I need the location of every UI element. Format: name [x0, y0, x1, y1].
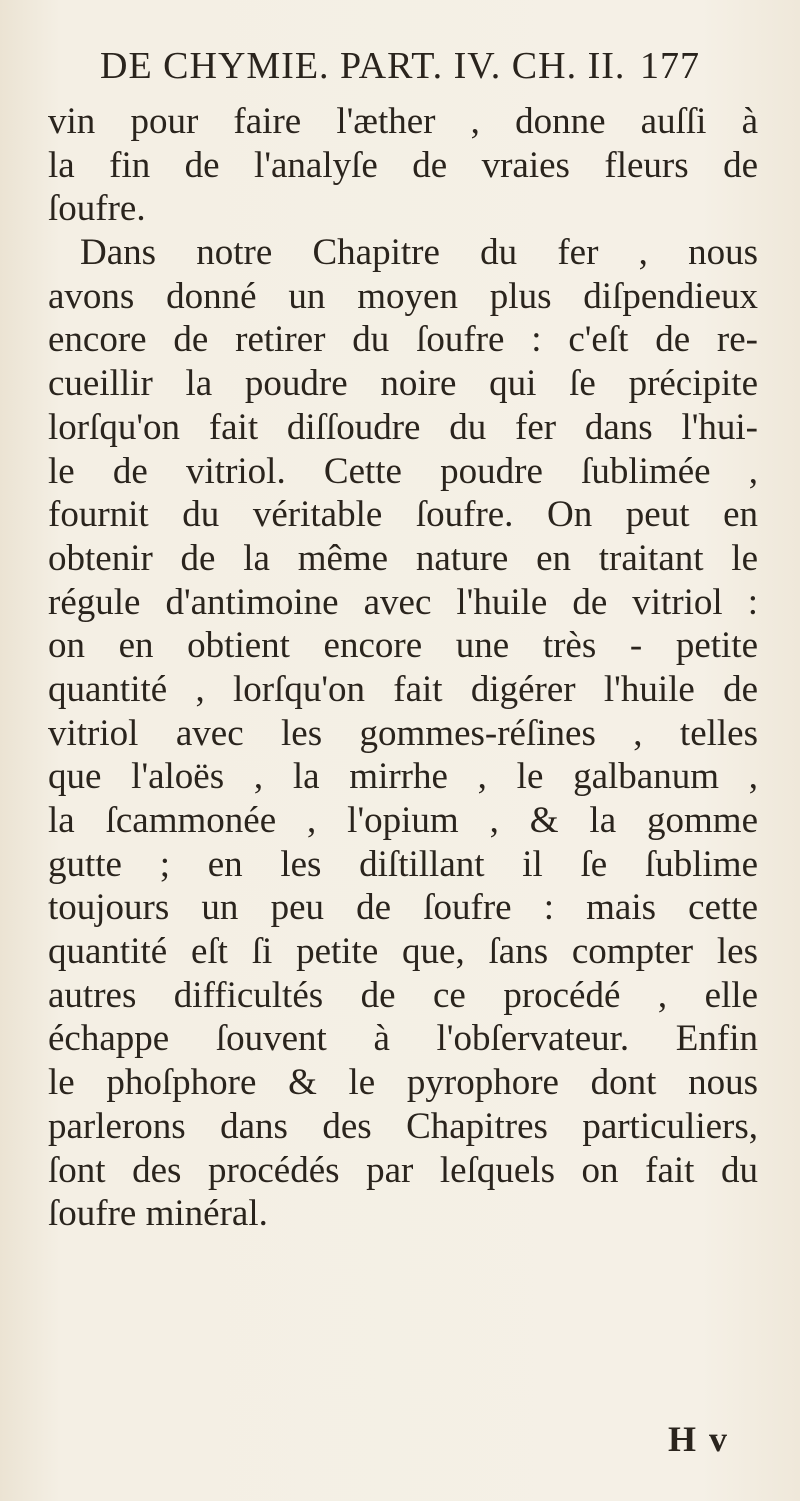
body-text	[48, 100, 758, 1236]
text-line: ſont des procédés par leſquels on fait du	[48, 1149, 758, 1191]
text-line: régule d'antimoine avec l'huile de vitriol :	[48, 581, 758, 623]
text-line: vin pour faire l'æther , donne auſſi à	[48, 101, 758, 142]
text-line: le phoſphore & le pyrophore dont nous	[48, 1062, 758, 1104]
text-line: le de vitriol. Cette poudre ſublimée ,	[48, 450, 758, 492]
running-head-title: DE CHYMIE. PART. IV. CH. II.	[100, 45, 626, 87]
text-line: on en obtient encore une très - petite	[48, 625, 758, 667]
text-line: gutte ; en les diſtillant il ſe ſublime	[48, 843, 758, 885]
running-head	[100, 44, 700, 96]
text-line: autres difficultés de ce procédé , elle	[48, 974, 758, 1016]
text-line: Dans notre Chapitre du fer , nous	[80, 232, 758, 274]
text-line: la fin de l'analyſe de vraies fleurs de	[48, 144, 758, 186]
signature-mark: H v	[668, 1419, 730, 1459]
text-line: cueillir la poudre noire qui ſe précipite	[48, 363, 758, 405]
text-line: encore de retirer du ſoufre : c'eſt de re-	[48, 319, 758, 361]
text-line: avons donné un moyen plus diſpendieux	[48, 275, 758, 317]
text-line: échappe ſouvent à l'obſervateur. Enfin	[48, 1018, 758, 1060]
text-line: lorſqu'on fait diſſoudre du fer dans l'hui-	[48, 406, 758, 448]
text-line: la ſcammonée , l'opium , & la gomme	[48, 800, 758, 841]
text-line: parlerons dans des Chapitres particuliers,	[48, 1105, 758, 1147]
text-line: vitriol avec les gommes-réſines , telles	[48, 712, 758, 754]
text-line: obtenir de la même nature en traitant le	[48, 537, 758, 579]
text-line: que l'aloës , la mirrhe , le galbanum ,	[48, 756, 758, 798]
text-line: toujours un peu de ſoufre : mais cette	[48, 887, 758, 929]
page-number: 177	[640, 45, 700, 87]
text-line: quantité eſt ſi petite que, ſans compter les	[48, 931, 758, 973]
text-line: ſoufre minéral.	[48, 1193, 268, 1235]
text-line: fournit du véritable ſoufre. On peut en	[48, 494, 758, 536]
text-line: ſoufre.	[48, 188, 146, 230]
text-line: quantité , lorſqu'on fait digérer l'huile de	[48, 668, 758, 710]
